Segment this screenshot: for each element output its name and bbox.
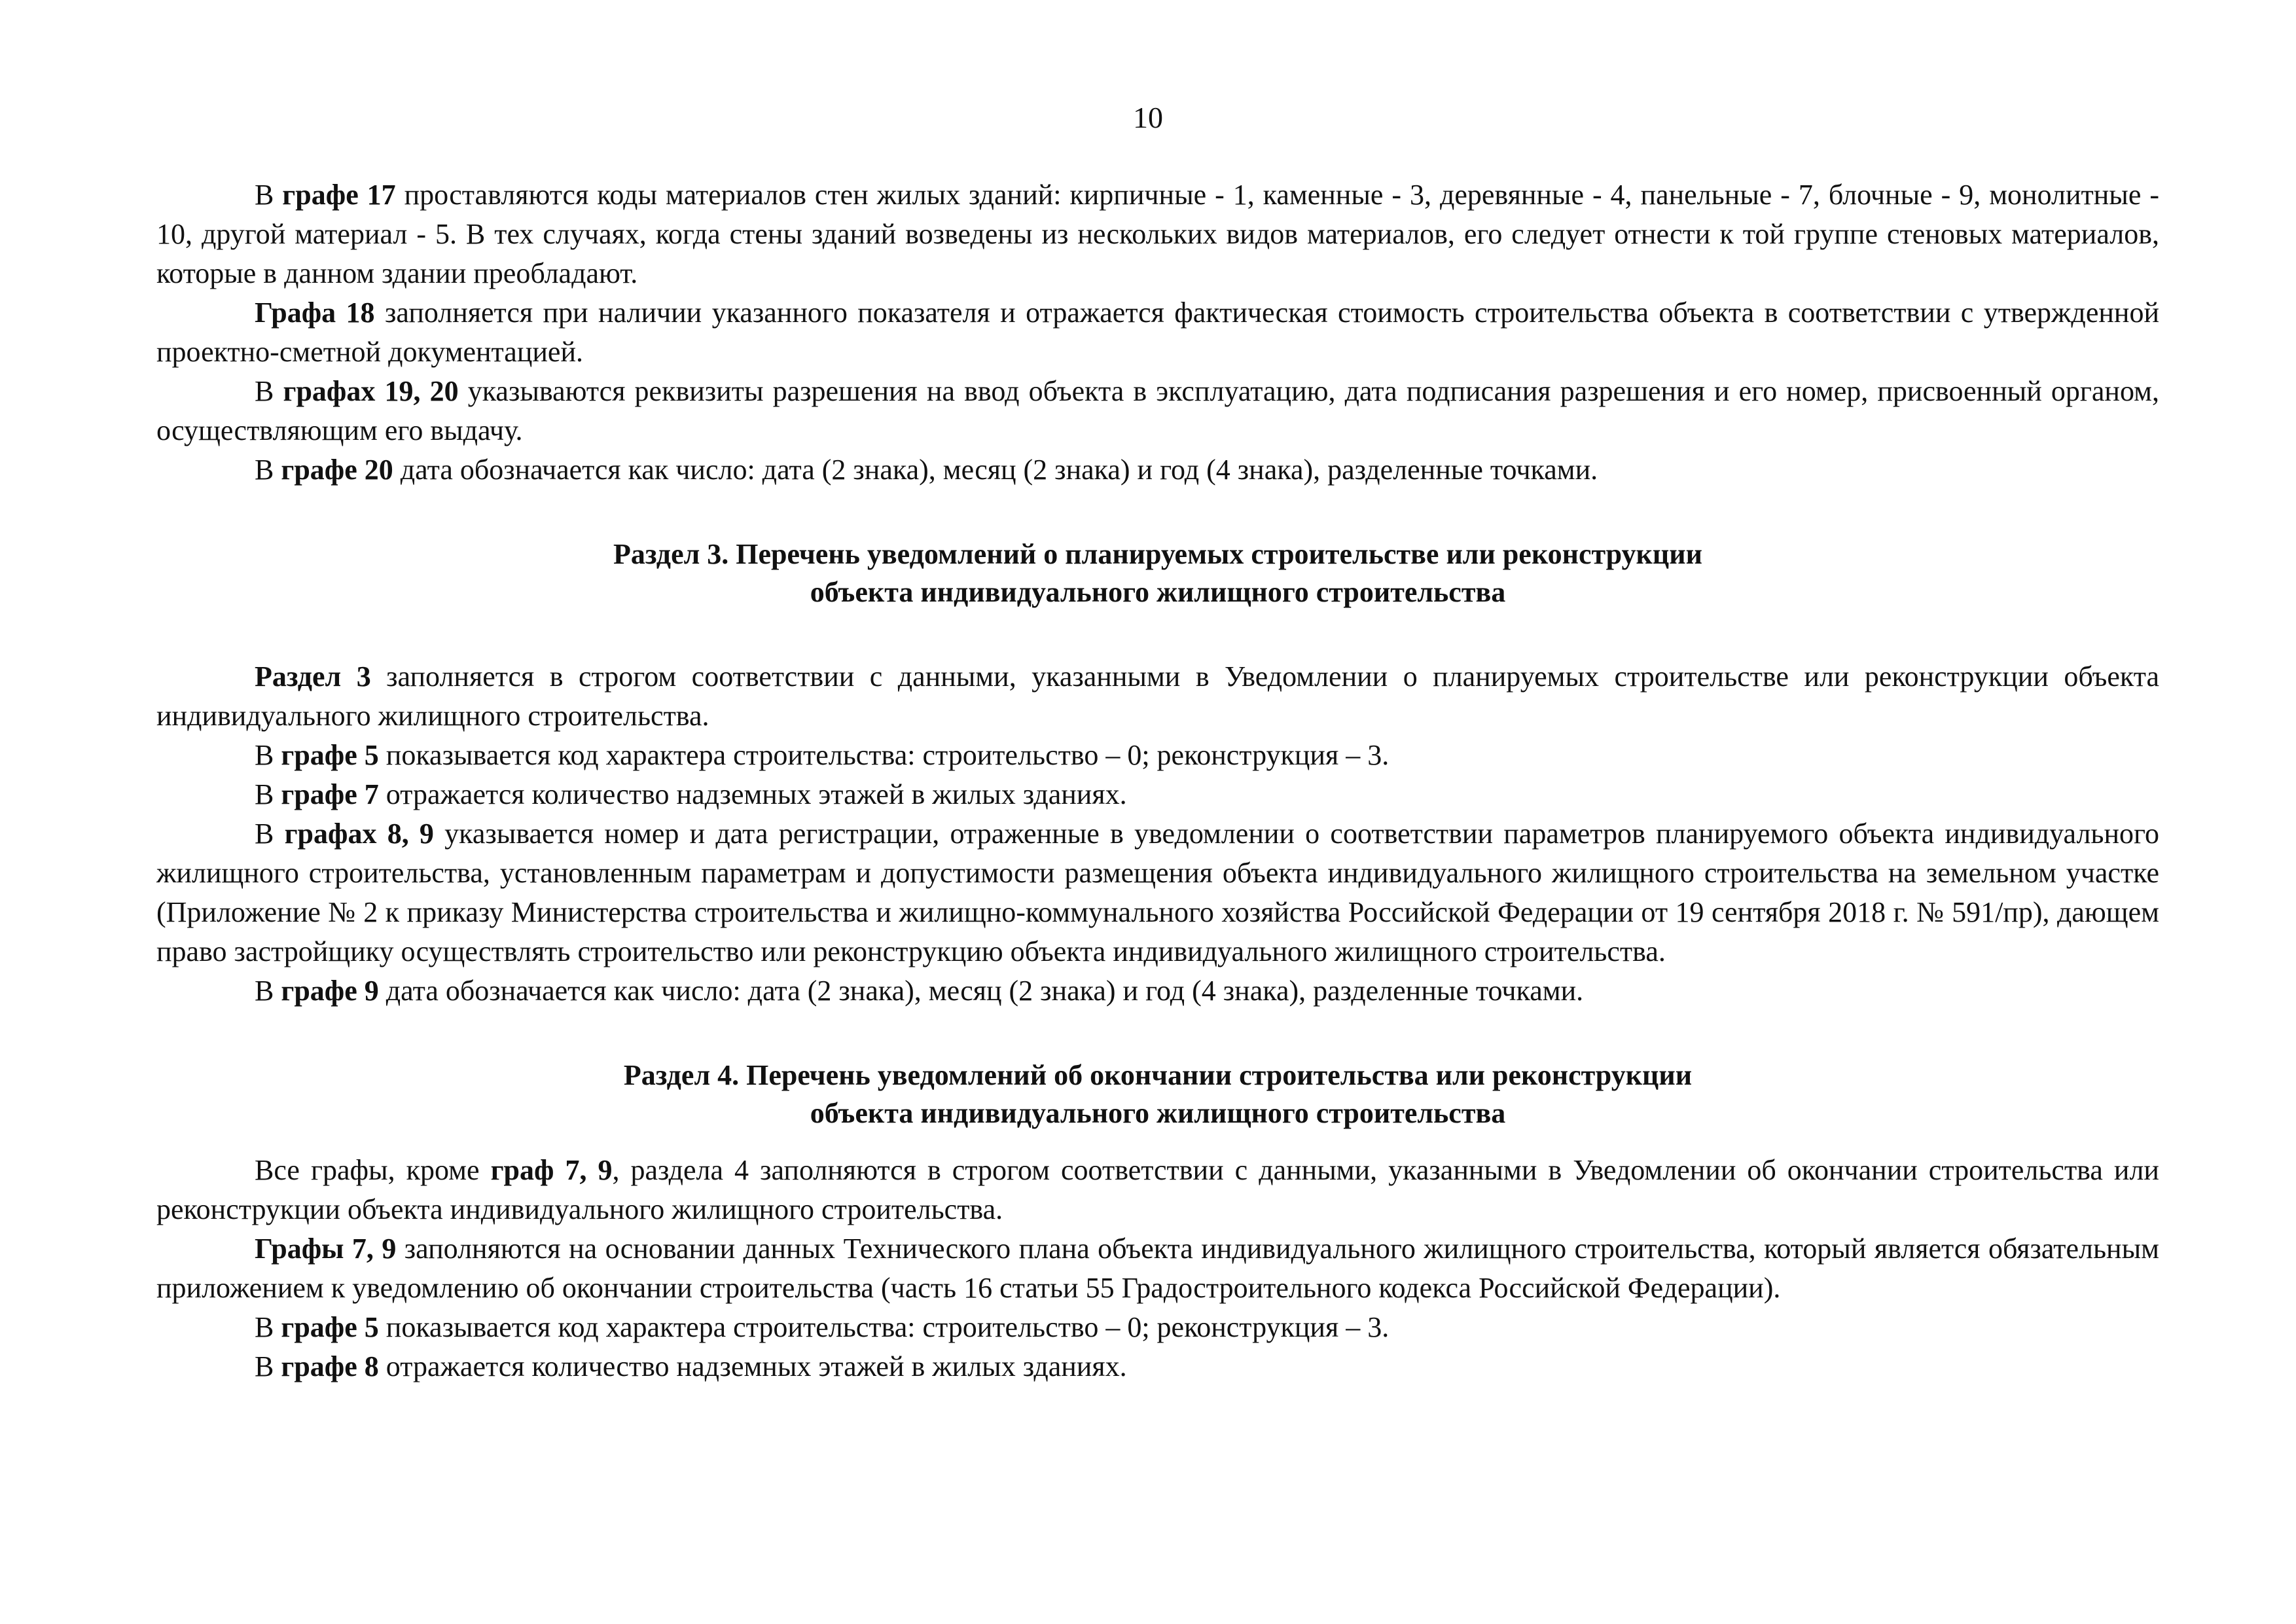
paragraph-s3-grafy-8-9 [156, 814, 2159, 971]
text: В [255, 739, 281, 771]
paragraph-grafa-18 [156, 293, 2159, 372]
paragraph-s3-grafa-5 [156, 736, 2159, 775]
text: указываются реквизиты разрешения на ввод объекта в эксплуатацию, дата подписания разрешения и его номер, присвоенный органом, осуществляющим его выдачу. [156, 375, 2159, 446]
page-number: 10 [1133, 101, 1163, 134]
bold-ref: графе 5 [281, 1311, 379, 1343]
bold-ref: графе 20 [281, 454, 393, 486]
text: заполняются на основании данных Технического плана объекта индивидуального жилищного строительства, который является обязательным приложением к уведомлению об окончании строительства (часть 16 статьи 55 Градостроительного кодекса Российской Федерации). [156, 1233, 2159, 1304]
paragraph-s4-grafa-5 [156, 1308, 2159, 1347]
bold-ref: граф 7, 9 [490, 1154, 613, 1186]
text: показывается код характера строительства: строительство – 0; реконструкция – 3. [378, 1311, 1390, 1343]
heading-line: Раздел 3. Перечень уведомлений о планируемых строительстве или реконструкции [613, 538, 1702, 570]
paragraph-section-4-intro [156, 1151, 2159, 1229]
paragraph-grafy-19-20 [156, 372, 2159, 450]
bold-ref: Графа 18 [255, 297, 375, 329]
heading-line: Раздел 4. Перечень уведомлений об окончании строительства или реконструкции [623, 1059, 1693, 1091]
heading-line: объекта индивидуального жилищного строительства [810, 1097, 1506, 1129]
bold-ref: графе 5 [281, 739, 379, 771]
bold-ref: графе 17 [282, 179, 396, 211]
bold-ref: графах 19, 20 [283, 375, 459, 407]
text: В [255, 179, 283, 211]
bold-ref: графе 8 [281, 1350, 379, 1382]
bold-ref: графах 8, 9 [284, 818, 434, 850]
text: В [255, 375, 283, 407]
text: В [255, 778, 281, 810]
paragraph-grafa-17 [156, 175, 2159, 293]
text: показывается код характера строительства: строительство – 0; реконструкция – 3. [378, 739, 1390, 771]
text: В [255, 1350, 281, 1382]
text: дата обозначается как число: дата (2 знака), месяц (2 знака) и год (4 знака), разделенные точками. [393, 454, 1598, 486]
paragraph-s3-grafa-7 [156, 775, 2159, 814]
bold-ref: Графы 7, 9 [255, 1233, 397, 1265]
text: , раздела 4 заполняются в строгом соответствии с данными, указанными в Уведомлении об окончании строительства или реконструкции объекта индивидуального жилищного строительства. [156, 1154, 2159, 1225]
text: отражается количество надземных этажей в жилых зданиях. [378, 1350, 1127, 1382]
paragraph-s4-grafa-8 [156, 1347, 2159, 1386]
text: В [255, 454, 281, 486]
text: проставляются коды материалов стен жилых зданий: кирпичные - 1, каменные - 3, деревянные - 4, панельные - 7, блочные - 9, монолитные - 10, другой материал - 5. В тех случаях, когда стены зданий возведены из нескольких видов материалов, его следует отнести к той группе стеновых материалов, которые в данном здании преобладают. [156, 179, 2159, 289]
document-body [156, 175, 2159, 1386]
text: В [255, 975, 281, 1007]
text: заполняется в строгом соответствии с данными, указанными в Уведомлении о планируемых строительстве или реконструкции объекта индивидуального жилищного строительства. [156, 660, 2159, 732]
bold-ref: Раздел 3 [255, 660, 371, 693]
text: В [255, 818, 285, 850]
section-3-heading [156, 535, 2159, 611]
text: заполняется при наличии указанного показателя и отражается фактическая стоимость строительства объекта в соответствии с утвержденной проектно-сметной документацией. [156, 297, 2159, 368]
paragraph-grafa-20 [156, 450, 2159, 490]
paragraph-section-3-intro [156, 657, 2159, 736]
heading-line: объекта индивидуального жилищного строительства [810, 576, 1506, 608]
bold-ref: графе 9 [281, 975, 379, 1007]
section-4-heading [156, 1056, 2159, 1132]
paragraph-s4-grafy-7-9 [156, 1229, 2159, 1308]
text: отражается количество надземных этажей в жилых зданиях. [378, 778, 1127, 810]
bold-ref: графе 7 [281, 778, 379, 810]
text: Все графы, кроме [255, 1154, 491, 1186]
text: указывается номер и дата регистрации, отраженные в уведомлении о соответствии параметров планируемого объекта индивидуального жилищного строительства, установленным параметрам и допустимости размещения объекта индивидуального жилищного строительства на земельном участке (Приложение № 2 к приказу Министерства строительства и жилищно-коммунального хозяйства Российской Федерации от 19 сентября 2018 г. № 591/пр), дающем право застройщику осуществлять строительство или реконструкцию объекта индивидуального жилищного строительства. [156, 818, 2159, 967]
paragraph-s3-grafa-9 [156, 971, 2159, 1011]
text: В [255, 1311, 281, 1343]
text: дата обозначается как число: дата (2 знака), месяц (2 знака) и год (4 знака), разделенные точками. [378, 975, 1584, 1007]
